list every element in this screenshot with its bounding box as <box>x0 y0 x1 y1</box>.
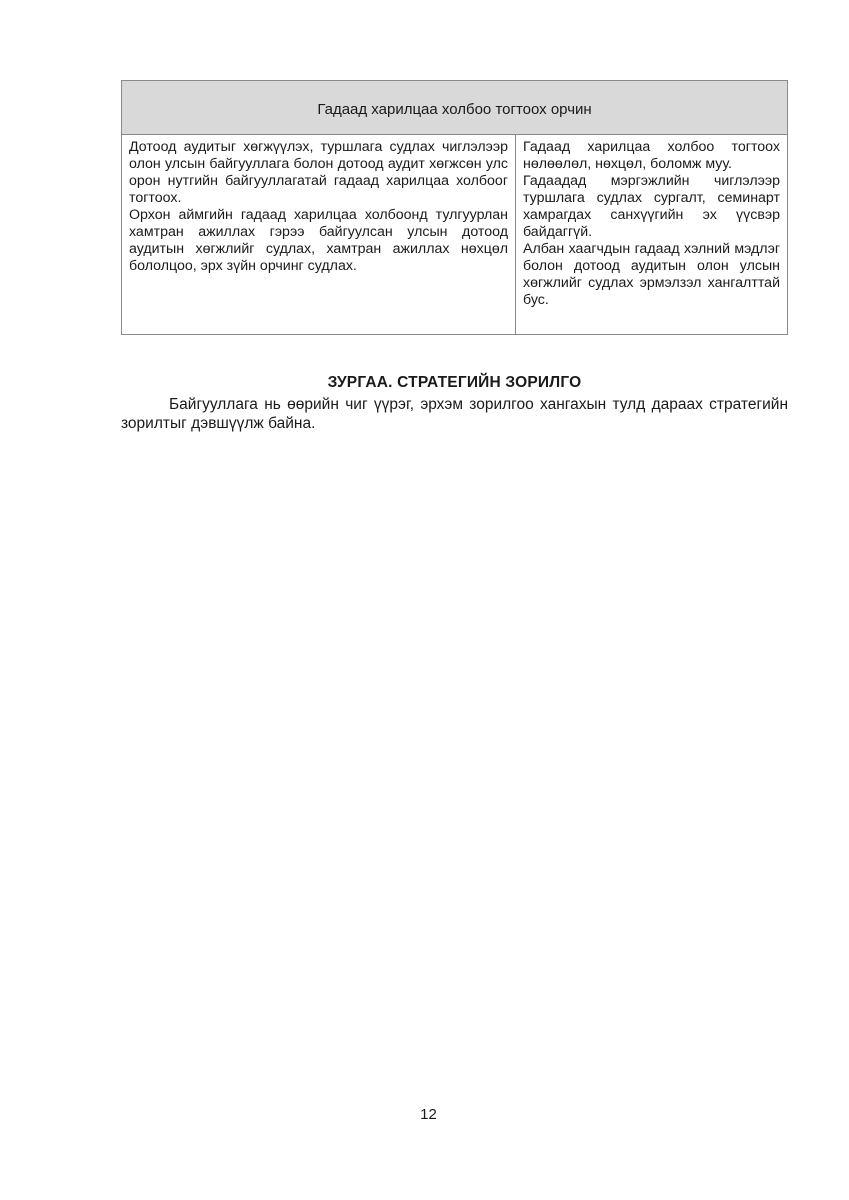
cell-paragraph: Гадаадад мэргэжлийн чиглэлээр туршлага судлах сургалт, семинарт хамрагдах санхүүгийн эх үүсвэр байдаггүй. <box>523 173 780 240</box>
table-cell-opportunities <box>122 135 516 334</box>
cell-paragraph: Дотоод аудитыг хөгжүүлэх, туршлага судлах чиглэлээр олон улсын байгууллага болон дотоод аудит хөгжсөн улс орон нутгийн байгууллагатай гадаад харилцаа холбоог тогтоох. <box>129 139 508 206</box>
page-number: 12 <box>420 1106 437 1123</box>
table-header: Гадаад харилцаа холбоо тогтоох орчин <box>122 81 787 135</box>
cell-paragraph: Албан хаагчдын гадаад хэлний мэдлэг болон дотоод аудитын олон улсын хөгжлийг судлах эрмэлзэл хангалттай бус. <box>523 241 780 308</box>
section-title: ЗУРГАА. СТРАТЕГИЙН ЗОРИЛГО <box>327 374 582 391</box>
section-paragraph: Байгууллага нь өөрийн чиг үүрэг, эрхэм зорилгоо хангахын тулд дараах стратегийн зорилтыг дэвшүүлж байна. <box>121 396 788 432</box>
table-row <box>122 135 787 334</box>
table-cell-threats <box>516 135 787 334</box>
environment-table <box>121 80 788 335</box>
cell-paragraph: Гадаад харилцаа холбоо тогтоох нөлөөлөл, нөхцөл, боломж муу. <box>523 139 780 172</box>
cell-paragraph: Орхон аймгийн гадаад харилцаа холбоонд тулгуурлан хамтран ажиллах гэрээ байгуулсан улсын дотоод аудитын хөгжлийг судлах, хамтран ажиллах нөхцөл бололцоо, эрх зүйн орчинг судлах. <box>129 207 508 274</box>
